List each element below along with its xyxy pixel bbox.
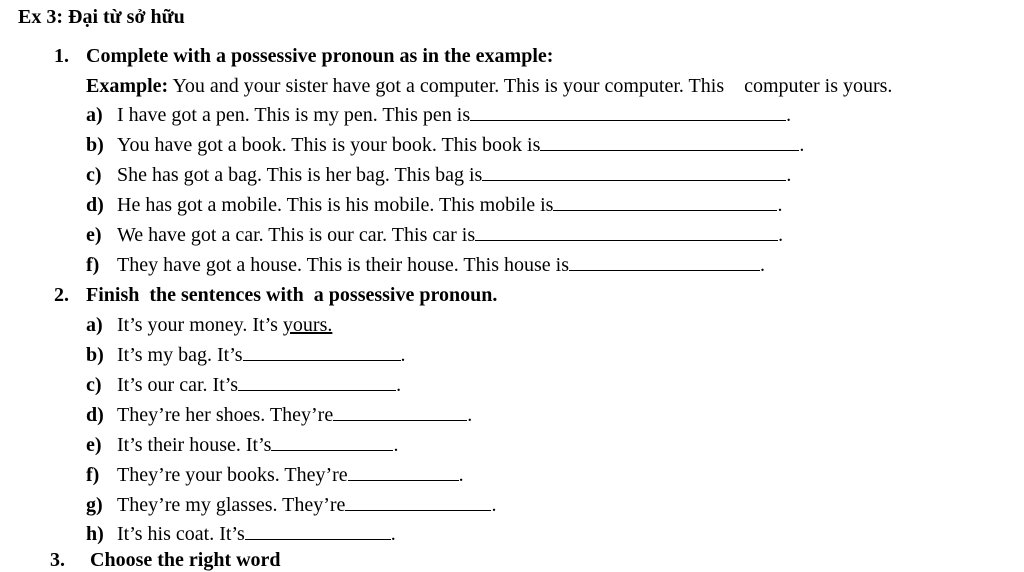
s2-item-f-end: . <box>458 464 464 486</box>
exercise-title <box>18 6 185 28</box>
s2-item-f <box>86 464 464 486</box>
section1-example <box>86 75 892 97</box>
s1-item-e-blank[interactable] <box>475 224 778 241</box>
s1-item-f-text: They have got a house. This is their house. This house is <box>117 254 569 276</box>
section2-heading-text: Finish the sentences with a possessive pronoun. <box>86 284 498 306</box>
s1-item-f-end: . <box>759 254 765 276</box>
s1-item-b-end: . <box>799 134 805 156</box>
s2-item-a-letter: a) <box>86 314 103 336</box>
s2-item-b-text: It’s my bag. It’s <box>117 344 243 366</box>
s2-item-g <box>86 494 496 516</box>
s2-item-c-letter: c) <box>86 374 102 396</box>
s2-item-e-text: It’s their house. It’s <box>117 434 272 456</box>
s2-item-h <box>86 523 396 545</box>
s2-item-d-end: . <box>467 404 473 426</box>
s2-item-f-blank[interactable] <box>348 464 459 481</box>
s1-item-d-blank[interactable] <box>553 194 777 211</box>
s2-item-c <box>86 374 401 396</box>
s2-item-f-letter: f) <box>86 464 100 486</box>
section2-heading <box>54 284 497 306</box>
s1-item-e <box>86 224 783 246</box>
s1-item-c-blank[interactable] <box>482 164 786 181</box>
s2-item-b-letter: b) <box>86 344 104 366</box>
s1-item-c <box>86 164 791 186</box>
s1-item-e-end: . <box>778 224 784 246</box>
s2-item-e-letter: e) <box>86 434 102 456</box>
s2-item-b-blank[interactable] <box>243 344 401 361</box>
s2-item-e-end: . <box>393 434 399 456</box>
s2-item-h-text: It’s his coat. It’s <box>117 523 245 545</box>
s2-item-f-text: They’re your books. They’re <box>117 464 348 486</box>
s2-item-g-end: . <box>491 494 497 516</box>
s1-item-d-text: He has got a mobile. This is his mobile. This mobile is <box>117 194 554 216</box>
s1-item-c-end: . <box>786 164 792 186</box>
s2-item-c-text: It’s our car. It’s <box>117 374 239 396</box>
section3-heading-text: 3. Choose the right word <box>50 549 281 571</box>
s2-item-g-blank[interactable] <box>345 494 491 511</box>
s1-item-d <box>86 194 782 216</box>
s1-item-a-blank[interactable] <box>470 104 786 121</box>
s2-item-a <box>86 314 332 336</box>
s2-item-d-letter: d) <box>86 404 104 426</box>
s1-item-c-letter: c) <box>86 164 102 186</box>
s1-item-f-blank[interactable] <box>569 254 760 271</box>
s2-item-b <box>86 344 406 366</box>
section1-number: 1. <box>54 45 69 67</box>
s1-item-a-letter: a) <box>86 104 103 126</box>
s1-item-b-text: You have got a book. This is your book. This book is <box>117 134 541 156</box>
s2-item-d <box>86 404 472 426</box>
s2-item-g-letter: g) <box>86 494 103 516</box>
s1-item-e-letter: e) <box>86 224 102 246</box>
exercise-title-text: Ex 3: Đại từ sở hữu <box>18 6 185 28</box>
s1-item-c-text: She has got a bag. This is her bag. This bag is <box>117 164 483 186</box>
s1-item-b-blank[interactable] <box>540 134 799 151</box>
example-label: Example: <box>86 75 169 97</box>
s1-item-d-letter: d) <box>86 194 104 216</box>
s2-item-e-blank[interactable] <box>271 434 393 451</box>
s2-item-a-answer: yours. <box>282 314 333 336</box>
s2-item-h-end: . <box>390 523 396 545</box>
section1-heading-text: Complete with a possessive pronoun as in the example: <box>86 45 554 67</box>
s1-item-e-text: We have got a car. This is our car. This car is <box>117 224 476 246</box>
s2-item-h-letter: h) <box>86 523 104 545</box>
s1-item-b-letter: b) <box>86 134 104 156</box>
section2-number: 2. <box>54 284 69 306</box>
section1-heading <box>54 45 553 67</box>
s2-item-a-text: It’s your money. It’s <box>117 314 283 336</box>
s1-item-a-text: I have got a pen. This is my pen. This pen is <box>117 104 471 126</box>
s1-item-f <box>86 254 765 276</box>
s2-item-c-end: . <box>396 374 402 396</box>
s2-item-d-text: They’re her shoes. They’re <box>117 404 334 426</box>
s2-item-e <box>86 434 398 456</box>
s1-item-f-letter: f) <box>86 254 100 276</box>
s1-item-a <box>86 104 791 126</box>
example-text: You and your sister have got a computer. This is your computer. This computer is yours. <box>172 75 893 97</box>
section3-heading-cut <box>50 545 330 571</box>
s1-item-b <box>86 134 804 156</box>
s1-item-d-end: . <box>777 194 783 216</box>
s2-item-b-end: . <box>400 344 406 366</box>
s1-item-a-end: . <box>786 104 792 126</box>
s2-item-g-text: They’re my glasses. They’re <box>117 494 346 516</box>
s2-item-h-blank[interactable] <box>245 523 391 540</box>
s2-item-c-blank[interactable] <box>238 374 396 391</box>
s2-item-d-blank[interactable] <box>333 404 467 421</box>
